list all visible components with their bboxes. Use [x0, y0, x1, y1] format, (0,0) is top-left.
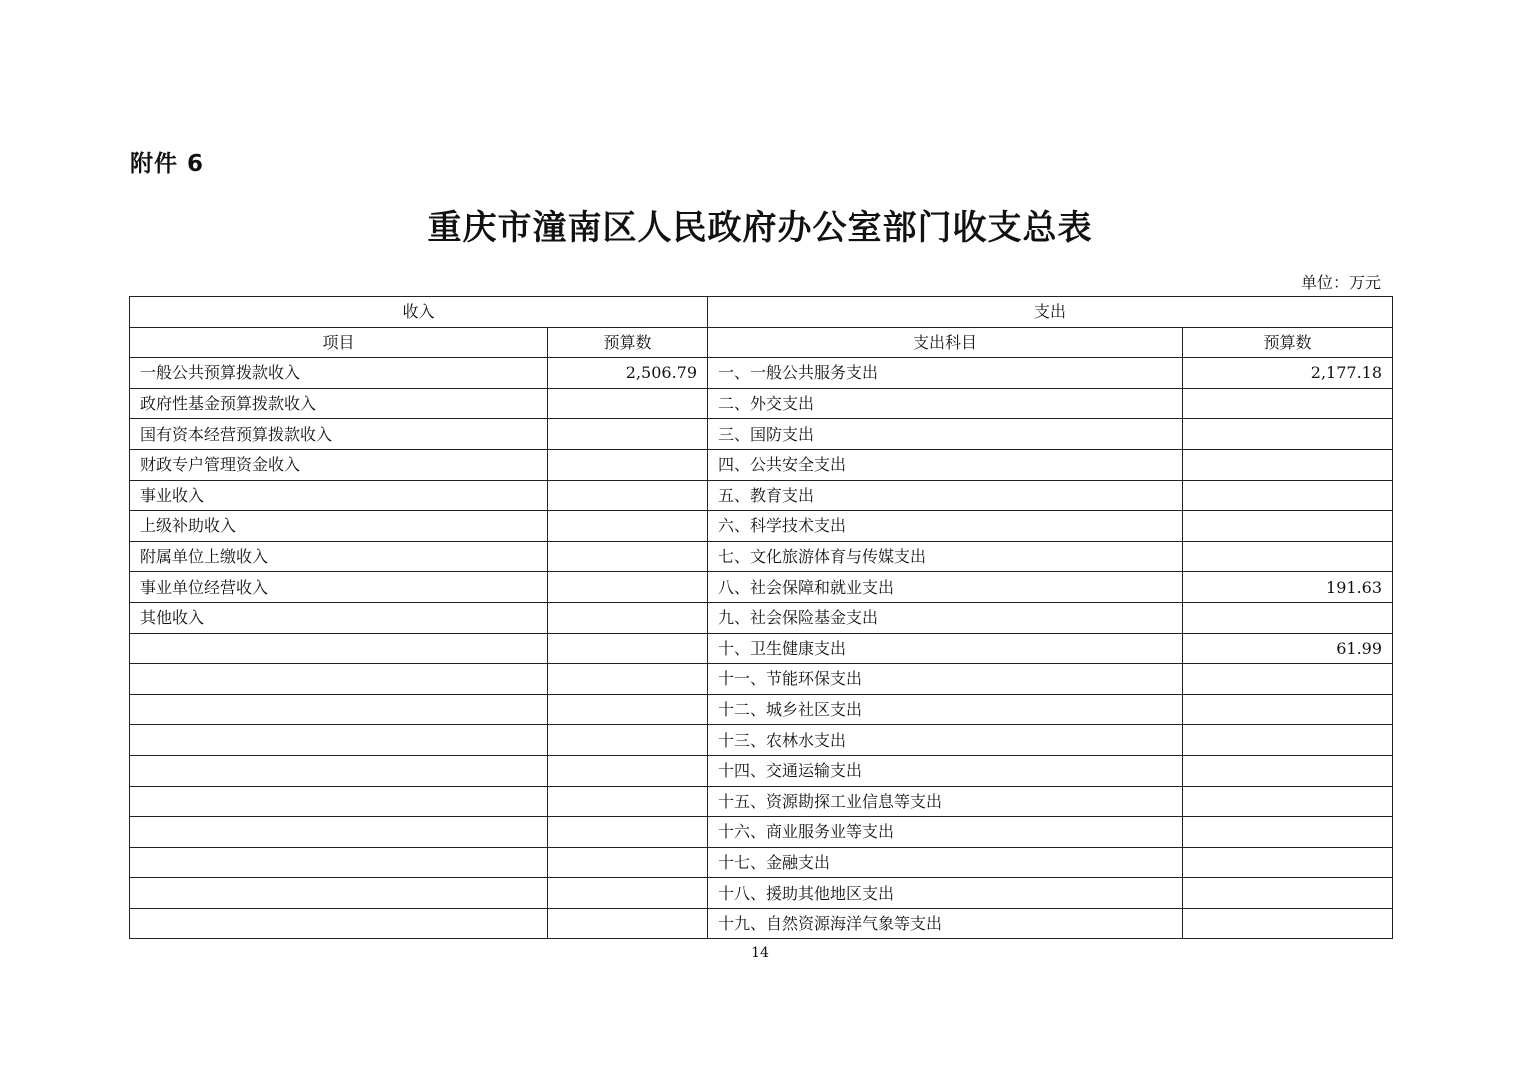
income-value-cell — [548, 694, 708, 725]
expenditure-item-cell: 十一、节能环保支出 — [708, 664, 1183, 695]
table-row — [130, 908, 1393, 939]
table-row — [130, 786, 1393, 817]
expenditure-value-cell — [1183, 847, 1393, 878]
income-value-cell — [548, 755, 708, 786]
expenditure-item-cell: 三、国防支出 — [708, 419, 1183, 450]
expenditure-header: 支出 — [708, 297, 1393, 328]
expenditure-item-cell: 一、一般公共服务支出 — [708, 358, 1183, 389]
income-item-cell: 事业收入 — [130, 480, 548, 511]
income-value-cell — [548, 449, 708, 480]
expenditure-item-cell: 十四、交通运输支出 — [708, 755, 1183, 786]
income-value-cell — [548, 847, 708, 878]
income-item-cell: 一般公共预算拨款收入 — [130, 358, 548, 389]
income-item-cell — [130, 664, 548, 695]
income-value-cell — [548, 511, 708, 542]
income-item-cell: 财政专户管理资金收入 — [130, 449, 548, 480]
table-body — [130, 297, 1393, 939]
attachment-label: 附件 6 — [130, 151, 205, 177]
expenditure-item-cell: 六、科学技术支出 — [708, 511, 1183, 542]
expenditure-value-cell — [1183, 817, 1393, 848]
income-item-cell — [130, 633, 548, 664]
income-header: 收入 — [130, 297, 708, 328]
expenditure-item-cell: 七、文化旅游体育与传媒支出 — [708, 541, 1183, 572]
expenditure-item-cell: 二、外交支出 — [708, 388, 1183, 419]
table-row — [130, 388, 1393, 419]
table-row — [130, 847, 1393, 878]
expenditure-value-cell — [1183, 602, 1393, 633]
table-row — [130, 419, 1393, 450]
income-budget-header: 预算数 — [548, 327, 708, 358]
expenditure-item-cell: 五、教育支出 — [708, 480, 1183, 511]
expenditure-item-cell: 十七、金融支出 — [708, 847, 1183, 878]
income-value-cell: 2,506.79 — [548, 358, 708, 389]
table-row — [130, 878, 1393, 909]
expenditure-item-header: 支出科目 — [708, 327, 1183, 358]
expenditure-item-cell: 九、社会保险基金支出 — [708, 602, 1183, 633]
income-item-cell — [130, 755, 548, 786]
page-title: 重庆市潼南区人民政府办公室部门收支总表 — [427, 208, 1093, 248]
income-item-cell: 上级补助收入 — [130, 511, 548, 542]
expenditure-value-cell — [1183, 480, 1393, 511]
expenditure-value-cell: 2,177.18 — [1183, 358, 1393, 389]
income-item-header: 项目 — [130, 327, 548, 358]
income-value-cell — [548, 908, 708, 939]
income-item-cell: 政府性基金预算拨款收入 — [130, 388, 548, 419]
income-item-cell: 事业单位经营收入 — [130, 572, 548, 603]
table-row — [130, 664, 1393, 695]
expenditure-value-cell — [1183, 419, 1393, 450]
income-value-cell — [548, 572, 708, 603]
income-item-cell: 其他收入 — [130, 602, 548, 633]
table-row — [130, 511, 1393, 542]
expenditure-item-cell: 十五、资源勘探工业信息等支出 — [708, 786, 1183, 817]
header-row-group — [130, 297, 1393, 328]
expenditure-value-cell — [1183, 511, 1393, 542]
expenditure-value-cell — [1183, 786, 1393, 817]
expenditure-value-cell — [1183, 664, 1393, 695]
expenditure-value-cell: 61.99 — [1183, 633, 1393, 664]
income-item-cell — [130, 725, 548, 756]
expenditure-value-cell — [1183, 908, 1393, 939]
table-row — [130, 694, 1393, 725]
table-row — [130, 602, 1393, 633]
unit-label: 单位：万元 — [1300, 273, 1381, 292]
table-row — [130, 358, 1393, 389]
income-value-cell — [548, 786, 708, 817]
table-row — [130, 633, 1393, 664]
header-row-columns — [130, 327, 1393, 358]
income-item-cell: 国有资本经营预算拨款收入 — [130, 419, 548, 450]
income-item-cell — [130, 878, 548, 909]
page-number: 14 — [751, 945, 769, 961]
table-row — [130, 449, 1393, 480]
income-item-cell — [130, 817, 548, 848]
expenditure-item-cell: 十八、援助其他地区支出 — [708, 878, 1183, 909]
expenditure-value-cell — [1183, 725, 1393, 756]
income-value-cell — [548, 878, 708, 909]
income-value-cell — [548, 725, 708, 756]
expenditure-value-cell — [1183, 694, 1393, 725]
income-value-cell — [548, 602, 708, 633]
table-row — [130, 725, 1393, 756]
income-item-cell — [130, 694, 548, 725]
expenditure-item-cell: 十二、城乡社区支出 — [708, 694, 1183, 725]
income-item-cell — [130, 786, 548, 817]
table-row — [130, 541, 1393, 572]
expenditure-value-cell — [1183, 449, 1393, 480]
expenditure-value-cell — [1183, 755, 1393, 786]
income-item-cell: 附属单位上缴收入 — [130, 541, 548, 572]
expenditure-value-cell — [1183, 388, 1393, 419]
income-value-cell — [548, 541, 708, 572]
income-value-cell — [548, 388, 708, 419]
income-value-cell — [548, 480, 708, 511]
table-row — [130, 480, 1393, 511]
expenditure-item-cell: 十、卫生健康支出 — [708, 633, 1183, 664]
income-item-cell — [130, 908, 548, 939]
expenditure-value-cell — [1183, 878, 1393, 909]
income-value-cell — [548, 664, 708, 695]
expenditure-item-cell: 八、社会保障和就业支出 — [708, 572, 1183, 603]
income-value-cell — [548, 419, 708, 450]
table-row — [130, 755, 1393, 786]
expenditure-item-cell: 十九、自然资源海洋气象等支出 — [708, 908, 1183, 939]
expenditure-budget-header: 预算数 — [1183, 327, 1393, 358]
expenditure-value-cell: 191.63 — [1183, 572, 1393, 603]
budget-table — [129, 296, 1393, 939]
expenditure-value-cell — [1183, 541, 1393, 572]
table-row — [130, 817, 1393, 848]
income-item-cell — [130, 847, 548, 878]
table-row — [130, 572, 1393, 603]
expenditure-item-cell: 十三、农林水支出 — [708, 725, 1183, 756]
expenditure-item-cell: 四、公共安全支出 — [708, 449, 1183, 480]
income-value-cell — [548, 817, 708, 848]
income-value-cell — [548, 633, 708, 664]
expenditure-item-cell: 十六、商业服务业等支出 — [708, 817, 1183, 848]
